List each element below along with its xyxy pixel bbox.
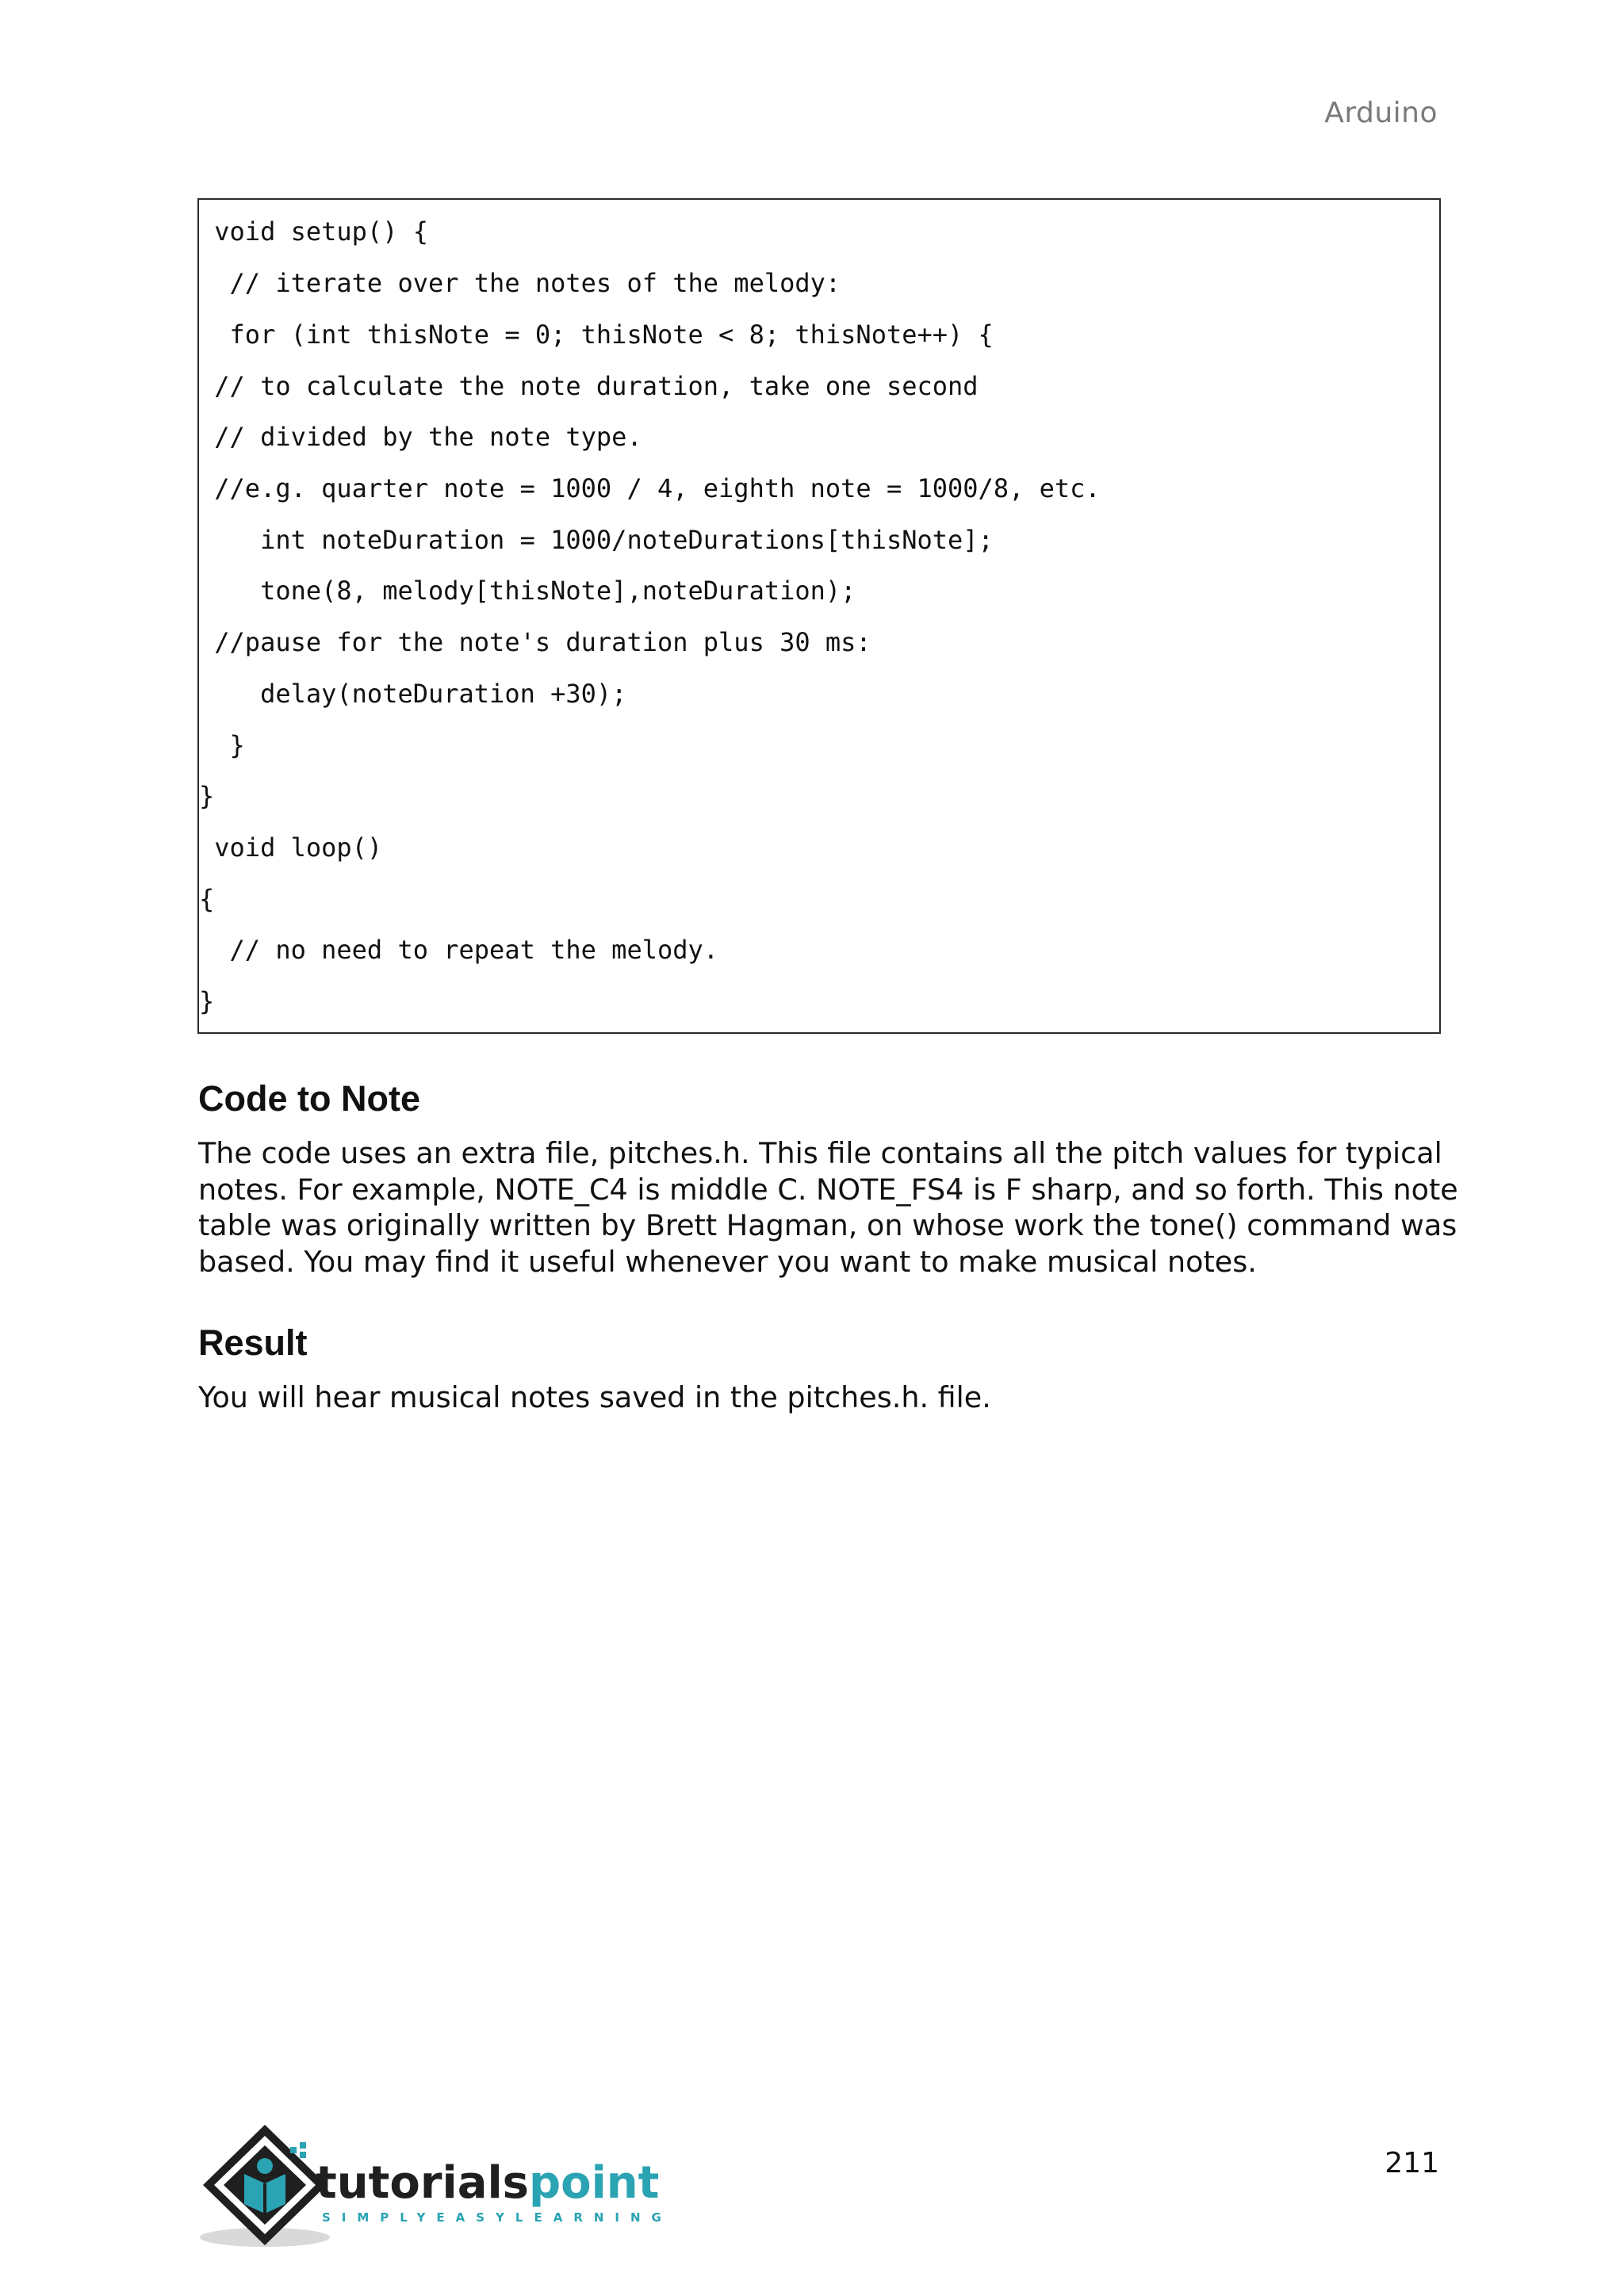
code-line: } [199,781,215,811]
running-header: Arduino [1324,97,1438,129]
code-line: { [199,884,215,914]
code-line: for (int thisNote = 0; thisNote < 8; thisNote++) { [199,320,994,350]
paragraph-line: notes. For example, NOTE_C4 is middle C. NOTE_FS4 is F sharp, and so forth. This note [198,1172,1458,1207]
logo-wordmark-dark: tutorials [316,2157,530,2209]
paragraph-code-to-note [198,1135,1458,1280]
section-heading-result: Result [198,1322,308,1363]
page-number: 211 [1385,2147,1439,2179]
code-line: int noteDuration = 1000/noteDurations[thisNote]; [199,525,994,555]
code-line: delay(noteDuration +30); [199,679,627,709]
logo-tagline: SIMPLYEASYLEARNING [322,2210,672,2225]
code-line: //pause for the note's duration plus 30 ms: [199,627,871,657]
logo-dot-icon [300,2152,306,2158]
code-line: } [199,986,215,1016]
paragraph-line: The code uses an extra file, pitches.h. This file contains all the pitch values for typical [198,1136,1442,1170]
code-line: //e.g. quarter note = 1000 / 4, eighth note = 1000/8, etc. [199,473,1101,503]
logo-wordmark-accent: point [529,2157,660,2209]
code-line: tone(8, melody[thisNote],noteDuration); [199,576,856,606]
code-line: void setup() { [199,216,428,247]
paragraph-result [198,1380,1440,1416]
tutorialspoint-logo [197,2118,672,2250]
code-block [197,198,1441,1034]
logo-dot-icon [290,2147,297,2153]
code-line: // divided by the note type. [199,422,642,452]
paragraph-line: based. You may find it useful whenever you want to make musical notes. [198,1244,1257,1279]
code-line: // to calculate the note duration, take one second [199,371,979,401]
paragraph-line: table was originally written by Brett Hagman, on whose work the tone() command was [198,1208,1457,1242]
code-line: // iterate over the notes of the melody: [199,268,841,298]
code-line: // no need to repeat the melody. [199,935,719,965]
paragraph-line: You will hear musical notes saved in the pitches.h. file. [198,1380,991,1414]
code-line: } [199,730,245,760]
section-heading-code-to-note: Code to Note [198,1078,420,1119]
reader-head-icon [257,2158,273,2174]
logo-dot-icon [300,2142,306,2149]
logo-wordmark [316,2157,659,2209]
code-line: void loop() [199,832,383,863]
